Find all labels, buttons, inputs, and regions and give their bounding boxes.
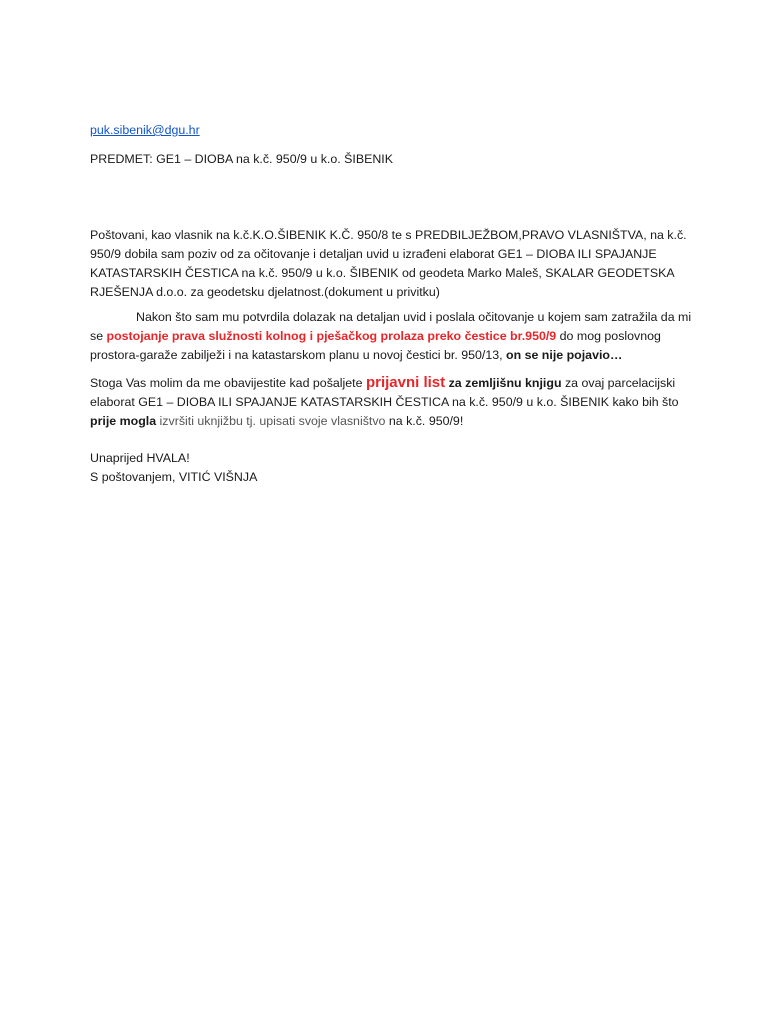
document-body: [90, 121, 700, 487]
paragraph-ask: [90, 373, 700, 431]
paragraph-ask-gray: izvršiti uknjižbu tj. upisati svoje vlasništvo: [156, 414, 389, 428]
paragraph-ask-text-2: za ovaj parcelacijski elaborat GE1 – DIOBA ILI SPAJANJE KATASTARSKIH ČESTICA na k.č. 950/9 u k.o. ŠIBENIK kako bih što: [90, 376, 679, 409]
paragraph-request-highlight: postojanje prava služnosti kolnog i pješačkog prolaza preko čestice br.950/9: [106, 329, 557, 343]
closing-signature: S poštovanjem, VITIĆ VIŠNJA: [90, 470, 258, 484]
subject-line: PREDMET: GE1 – DIOBA na k.č. 950/9 u k.o. ŠIBENIK: [90, 152, 394, 166]
paragraph-ask-bold-1: za zemljišnu knjigu: [445, 376, 562, 390]
paragraph-request-text-2: do mog poslovnog prostora-garaže zabilježi i na katastarskom planu u novoj čestici br. 950/13,: [90, 329, 661, 362]
paragraph-ask-big-highlight: prijavni list: [365, 374, 446, 391]
email-link[interactable]: puk.sibenik@dgu.hr: [90, 123, 200, 137]
paragraph-request-bold-end: on se nije pojavio…: [506, 348, 623, 362]
paragraph-ask-text-3: na k.č. 950/9!: [388, 414, 464, 428]
paragraph-ask-bold-2: prije mogla: [90, 414, 157, 428]
paragraph-request: [90, 308, 700, 365]
paragraph-ask-text-1: Stoga Vas molim da me obavijestite kad pošaljete: [90, 376, 366, 390]
closing-thanks: Unaprijed HVALA!: [90, 451, 190, 465]
paragraph-intro: Poštovani, kao vlasnik na k.č.K.O.ŠIBENIK K.Č. 950/8 te s PREDBILJEŽBOM,PRAVO VLASNIŠTVA, na k.č. 950/9 dobila sam poziv od za očitovanje i detaljan uvid u izrađeni elaborat GE1 – DIOBA ILI SPAJANJE KATASTARSKIH ČESTICA na k.č. 950/9 u k.o. ŠIBENIK od geodeta Marko Maleš, SKALAR GEODETSKA RJEŠENJA d.o.o. za geodetsku djelatnost.(dokument u privitku): [90, 228, 687, 299]
paragraph-request-text-1: Nakon što sam mu potvrdila dolazak na detaljan uvid i poslala očitovanje u kojem sam zatražila da mi se: [90, 310, 692, 343]
closing-block: [90, 449, 700, 487]
